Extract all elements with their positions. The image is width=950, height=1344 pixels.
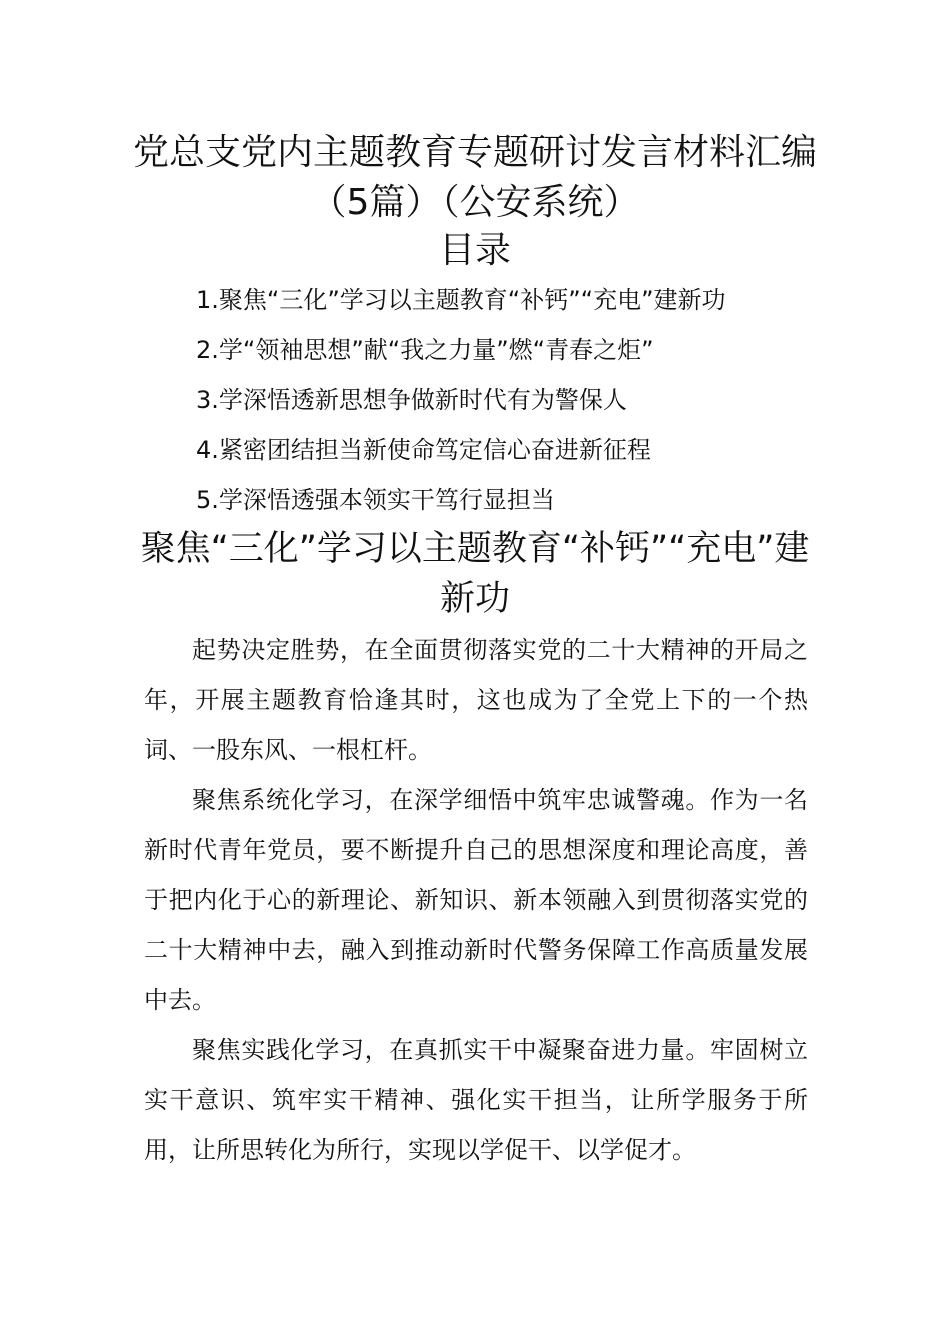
toc-item-5: 5.学深悟透强本领实干笃行显担当 bbox=[196, 486, 555, 514]
document-title: 党总支党内主题教育专题研讨发言材料汇编（5篇）（公安系统） bbox=[132, 132, 817, 223]
toc-item-1: 1.聚焦“三化”学习以主题教育“补钙”“充电”建新功 bbox=[196, 286, 726, 314]
paragraph-3: 聚焦实践化学习，在真抓实干中凝聚奋进力量。牢固树立实干意识、筑牢实干精神、强化实干担当，让所学服务于所用，让所思转化为所行，实现以学促干、以学促才。 bbox=[144, 1036, 808, 1164]
toc-list bbox=[196, 275, 726, 525]
paragraph-1: 起势决定胜势，在全面贯彻落实党的二十大精神的开局之年，开展主题教育恰逢其时，这也成为了全党上下的一个热词、一股东风、一根杠杆。 bbox=[144, 636, 808, 764]
toc-item-3: 3.学深悟透新思想争做新时代有为警保人 bbox=[196, 386, 627, 414]
section-title: 聚焦“三化”学习以主题教育“补钙”“充电”建新功 bbox=[140, 529, 810, 619]
section-body bbox=[144, 625, 808, 1175]
toc-heading: 目录 bbox=[438, 230, 511, 271]
toc-item-2: 2.学“领袖思想”献“我之力量”燃“青春之炬” bbox=[196, 336, 654, 364]
toc-item-4: 4.紧密团结担当新使命笃定信心奋进新征程 bbox=[196, 436, 651, 464]
paragraph-2: 聚焦系统化学习，在深学细悟中筑牢忠诚警魂。作为一名新时代青年党员，要不断提升自己的思想深度和理论高度，善于把内化于心的新理论、新知识、新本领融入到贯彻落实党的二十大精神中去，融入到推动新时代警务保障工作高质量发展中去。 bbox=[144, 786, 808, 1014]
